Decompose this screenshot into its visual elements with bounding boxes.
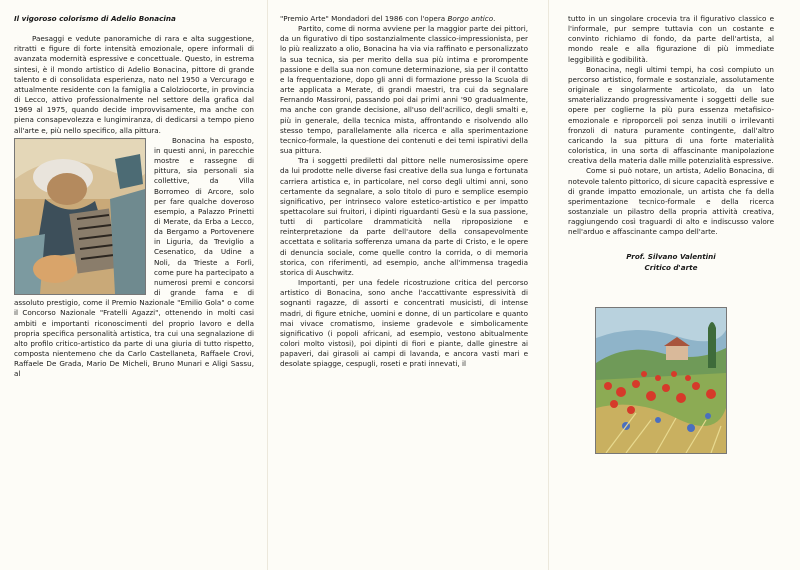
article-title: Il vigoroso colorismo di Adelio Bonacina (14, 14, 176, 23)
paragraph-2-continued (280, 14, 528, 24)
page-fold-1 (267, 0, 268, 570)
paragraph-6: Bonacina, negli ultimi tempi, ha così compiuto un percorso artistico, formale e sostanziale, assolutamente originale e singolarmente articolato, da un lato smaterializzando progressivamente i soggetti delle sue opere per coglierne la più pura essenza metafisico-emozionale e riproporceli poi senza inutili o irrilevanti fronzoli di natura puramente contingente, dall'altro caricando la sua pittura di una forte materialità coloristica, in una sorta di affascinante manipolazione creativa della materia dalle mille potenzialità espressive. (568, 64, 774, 166)
column-1 (14, 14, 254, 379)
paragraph-2: Bonacina ha esposto, in questi anni, in parecchie mostre e rassegne di pittura, sia personali sia collettive, da Villa Borromeo di Arcore, solo per fare qualche doveroso esempio, a Palazzo Prinetti di Merate, da Erba a Lecco, da Bergamo a Portovenere in Liguria, da Treviglio a Cesenatico, da Udine a Noli, da Trieste a Forlì, come pure ha partecipato a numerosi premi e concorsi di grande fama e di assoluto prestigio, come il Premio Nazionale "Emilio Gola" o come il Concorso Nazionale "Fratelli Agazzi", ottenendo in molti casi ambiti e importanti riconoscimenti del proprio lavoro e della propria specifica personalità artistica, tra cui una segnalazione di alto profilo critico-artistico da parte di una giuria di tutto rispetto, composta nientemeno che da Carlo Castellaneta, Raffaele Crovi, Raffaele De Grada, Mario De Micheli, Bruno Munari e Aligi Sassu, al (14, 135, 254, 379)
paragraph-3: Partito, come di norma avviene per la maggior parte dei pittori, da un figurativo di tipo sostanzialmente classico-impressionista, per lo più realizzato a olio, Bonacina ha via via raffinato e personalizzato la sua tecnica, sia per merito della sua più intima e prorompente passione e della sua non comune determinazione, sia per il contatto e la frequentazione, dopo gli anni di formazione presso la Scuola di arte applicata a Merate, di grandi maestri, tra cui da segnalare Fernando Massironi, passando poi dai primi anni '90 gradualmente, ma anche con grande decisione, all'uso dell'acrilico, degli smalti e, più in generale, della tecnica mista, affrontando e risolvendo allo stesso tempo, parallelamente alla ricerca e alla sperimentazione tecnico-formale, la questione dei contenuti e dei temi ispirativi della sua pittura. (280, 24, 528, 156)
accordion-player-painting (14, 138, 146, 295)
paragraph-2-continued-text: "Premio Arte" Mondadori del 1986 con l'opera (280, 14, 448, 23)
poppy-field-landscape-painting-svg (596, 308, 726, 453)
paragraph-4: Tra i soggetti prediletti dal pittore nelle numerosissime opere da lui prodotte nelle diverse fasi creative della sua lunga e fortunata carriera artistica e, in particolare, nel corso degli ultimi anni, sono certamente da segnalare, a solo titolo di puro e semplice esempio significativo, per intrinseco valore estetico-artistico e per impatto spettacolare sui fruitori, i dipinti riguardanti Gesù e la sua passione, tutti di particolare drammaticità nella riproposizione e reinterpretazione da parte dell'autore della consapevolmente accettata e solitaria sofferenza umana da parte di Cristo, e le opere di denuncia sociale, come quelle contro la corrida, o di memoria storica, con riferimenti, ad esempio, anche all'immensa tragedia storica di Auschwitz. (280, 156, 528, 277)
signature-role: Critico d'arte (644, 263, 698, 273)
accordion-player-painting-svg (15, 139, 145, 294)
paragraph-2-continued-end: . (493, 14, 496, 23)
page-fold-2 (548, 0, 549, 570)
signature-name: Prof. Silvano Valentini (626, 252, 716, 262)
column-2 (280, 14, 528, 369)
poppy-field-landscape-painting (595, 307, 727, 454)
paragraph-7: Come si può notare, un artista, Adelio Bonacina, di notevole talento pittorico, di sicure capacità espressive e di grande impatto emozionale, un artista che fa della sperimentazione tecnico-formale e della ricerca sostanziale un pilastro della propria attività creativa, raggiungendo così traguardi di alto e indiscusso valore nell'arduo e affascinante campo dell'arte. (568, 166, 774, 237)
column-3 (568, 14, 774, 454)
artwork-title-borgo-antico: Borgo antico (447, 14, 494, 23)
paragraph-5-continued: tutto in un singolare crocevia tra il figurativo classico e l'informale, pur sempre tuttavia con un costante e convinto richiamo di fondo, da parte dell'artista, al mondo reale e alla figurazione di più immediate leggibilità e godibilità. (568, 14, 774, 64)
signature (568, 251, 774, 273)
paragraph-5: Importanti, per una fedele ricostruzione critica del percorso artistico di Bonacina, sono anche l'accattivante espressività di sognanti ragazze, di assorti e concentrati musicisti, di intense madri, di figure etniche, uomini e donne, di un particolare e quanto mai vivace cromatismo, insieme gradevole e simbolicamente significativo (i popoli africani, ad esempio, vestono abitualmente colori molto vistosi), poi dipinti di fiori e piante, dalle ginestre ai papaveri, dai girasoli ai campi di lavanda, e ancora vasti mari e desolate spiagge, cespugli, roseti e prati innevati, il (280, 278, 528, 369)
paragraph-1: Paesaggi e vedute panoramiche di rara e alta suggestione, ritratti e figure di forte intensità emozionale, opere informali di avanzata modernità espressive e concettuale. Questo, in estrema sintesi, è il mondo artistico di Adelio Bonacina, pittore di grande talento e di consolidata esperienza, nato nel 1950 a Vercurago e attualmente residente con la famiglia a Calolziocorte, in provincia di Lecco, attivo professionalmente nel settore della grafica dal 1969 al 1975, quando decide improvvisamente, ma anche con piena consapevolezza e lungimiranza, di dedicarsi a tempo pieno all'arte e, più nello specifico, alla pittura. (14, 34, 254, 135)
